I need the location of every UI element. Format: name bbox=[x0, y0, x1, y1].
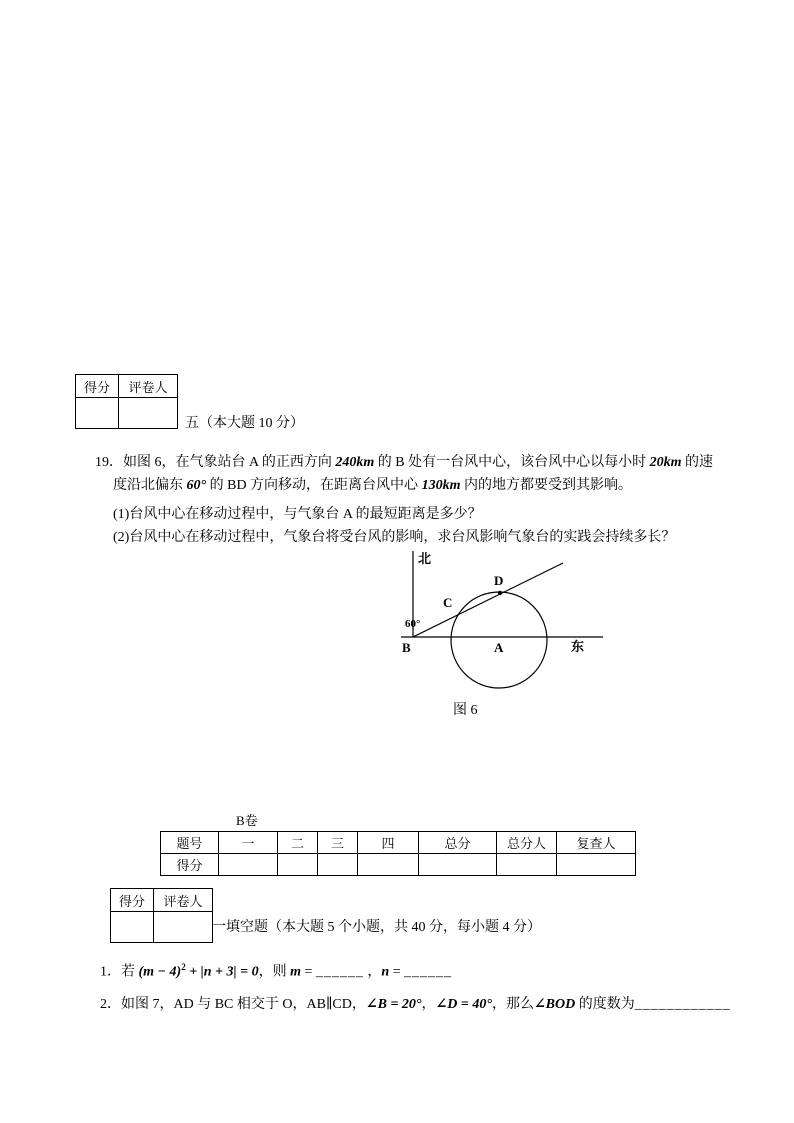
q2-text: 2．如图 7，AD 与 BC 相交于 O，AB∥CD， bbox=[100, 997, 366, 1012]
q2-angle-b: ∠B = 20° bbox=[365, 997, 422, 1012]
grade-table-header: 一 bbox=[219, 832, 278, 854]
north-label: 北 bbox=[418, 551, 432, 566]
q1-text: ， bbox=[363, 964, 382, 980]
grader-label-cell: 评卷人 bbox=[119, 375, 178, 398]
fill-in-section-title: 一填空题（本大题 5 个小题，共 40 分，每小题 4 分） bbox=[212, 920, 541, 935]
point-c-label: C bbox=[443, 595, 453, 610]
q2-text: 的度数为 bbox=[575, 997, 635, 1012]
q1-math-expression: + |n + 3| = 0 bbox=[185, 964, 259, 980]
score-value-cell bbox=[111, 912, 154, 943]
q19-text: 的 B 处有一台风中心，该台风中心以每小时 bbox=[374, 455, 650, 470]
grade-table-score-row bbox=[161, 854, 636, 876]
question-1 bbox=[100, 956, 452, 984]
grade-table-header: 四 bbox=[358, 832, 419, 854]
question-19-part2: (2)台风中心在移动过程中，气象台将受台风的影响，求台风影响气象台的实践会持续多长？ bbox=[113, 530, 676, 545]
q1-text: = bbox=[389, 964, 405, 980]
point-d-label: D bbox=[494, 573, 504, 588]
q1-var-n: n bbox=[381, 964, 390, 980]
q1-math-expression: (m − 4) bbox=[138, 964, 182, 980]
grade-table-header: 二 bbox=[278, 832, 318, 854]
grade-table-header-row bbox=[161, 832, 636, 854]
point-d-dot bbox=[498, 591, 502, 595]
question-19-part1: (1)台风中心在移动过程中，与气象台 A 的最短距离是多少？ bbox=[113, 507, 482, 522]
grade-table-cell bbox=[358, 854, 419, 876]
grade-table-header: 题号 bbox=[161, 832, 219, 854]
figure-6-caption: 图 6 bbox=[453, 703, 478, 718]
q19-math-240km: 240km bbox=[335, 455, 375, 470]
score-box-top bbox=[75, 374, 178, 429]
section-five-title: 五（本大题 10 分） bbox=[185, 416, 304, 431]
grade-table-header: 总分人 bbox=[497, 832, 557, 854]
grade-table bbox=[160, 831, 636, 876]
question-19-line1 bbox=[75, 451, 755, 474]
answer-blank-m: ______ bbox=[315, 964, 364, 980]
question-2 bbox=[100, 993, 731, 1016]
question-19-line2 bbox=[75, 474, 755, 497]
grade-table-cell bbox=[419, 854, 497, 876]
east-label: 东 bbox=[571, 639, 585, 654]
q19-math-60deg: 60° bbox=[186, 478, 207, 493]
q1-text: 1．若 bbox=[100, 964, 139, 980]
grade-table-cell bbox=[219, 854, 278, 876]
grade-table-cell bbox=[278, 854, 318, 876]
q19-math-20km: 20km bbox=[649, 455, 682, 470]
angle-60-label: 60° bbox=[405, 618, 421, 630]
score-label-cell: 得分 bbox=[111, 889, 154, 912]
score-value-cell bbox=[76, 398, 119, 429]
grader-value-cell bbox=[154, 912, 213, 943]
q1-text: = bbox=[300, 964, 316, 980]
q19-math-130km: 130km bbox=[421, 478, 461, 493]
q19-text: 19．如图 6，在气象站台 A 的正西方向 bbox=[95, 455, 336, 470]
q19-text: 的 BD 方向移动，在距离台风中心 bbox=[206, 478, 422, 493]
point-a-label: A bbox=[494, 640, 504, 655]
grader-label-cell: 评卷人 bbox=[154, 889, 213, 912]
grade-table-cell bbox=[318, 854, 358, 876]
typhoon-path-bd-line bbox=[413, 563, 563, 637]
grade-table-cell bbox=[557, 854, 636, 876]
q1-exponent: 2 bbox=[181, 962, 186, 972]
q2-angle-bod: ∠BOD bbox=[533, 997, 576, 1012]
grade-table-score-label: 得分 bbox=[161, 854, 219, 876]
grade-table-header: 复查人 bbox=[557, 832, 636, 854]
q2-text: ， bbox=[421, 997, 436, 1012]
grade-table-cell bbox=[497, 854, 557, 876]
figure-6 bbox=[385, 546, 625, 719]
figure-6-svg bbox=[385, 546, 620, 696]
score-box-bottom bbox=[110, 888, 213, 943]
grader-value-cell bbox=[119, 398, 178, 429]
q19-text: 度沿北偏东 bbox=[113, 478, 187, 493]
q19-text: 的速 bbox=[681, 455, 713, 470]
q2-angle-d: ∠D = 40° bbox=[435, 997, 492, 1012]
score-label-cell: 得分 bbox=[76, 375, 119, 398]
q19-text: 内的地方都要受到其影响。 bbox=[460, 478, 632, 493]
question-19 bbox=[75, 451, 755, 549]
answer-blank-n: ______ bbox=[404, 964, 453, 980]
point-b-label: B bbox=[402, 640, 411, 655]
grade-table-header: 三 bbox=[318, 832, 358, 854]
grade-table-header: 总分 bbox=[419, 832, 497, 854]
q1-var-m: m bbox=[290, 964, 301, 980]
section-b-label: B卷 bbox=[236, 813, 258, 828]
q1-text: ，则 bbox=[258, 964, 291, 980]
answer-blank-bod: ____________ bbox=[634, 997, 731, 1012]
q2-text: ，那么 bbox=[491, 997, 534, 1012]
